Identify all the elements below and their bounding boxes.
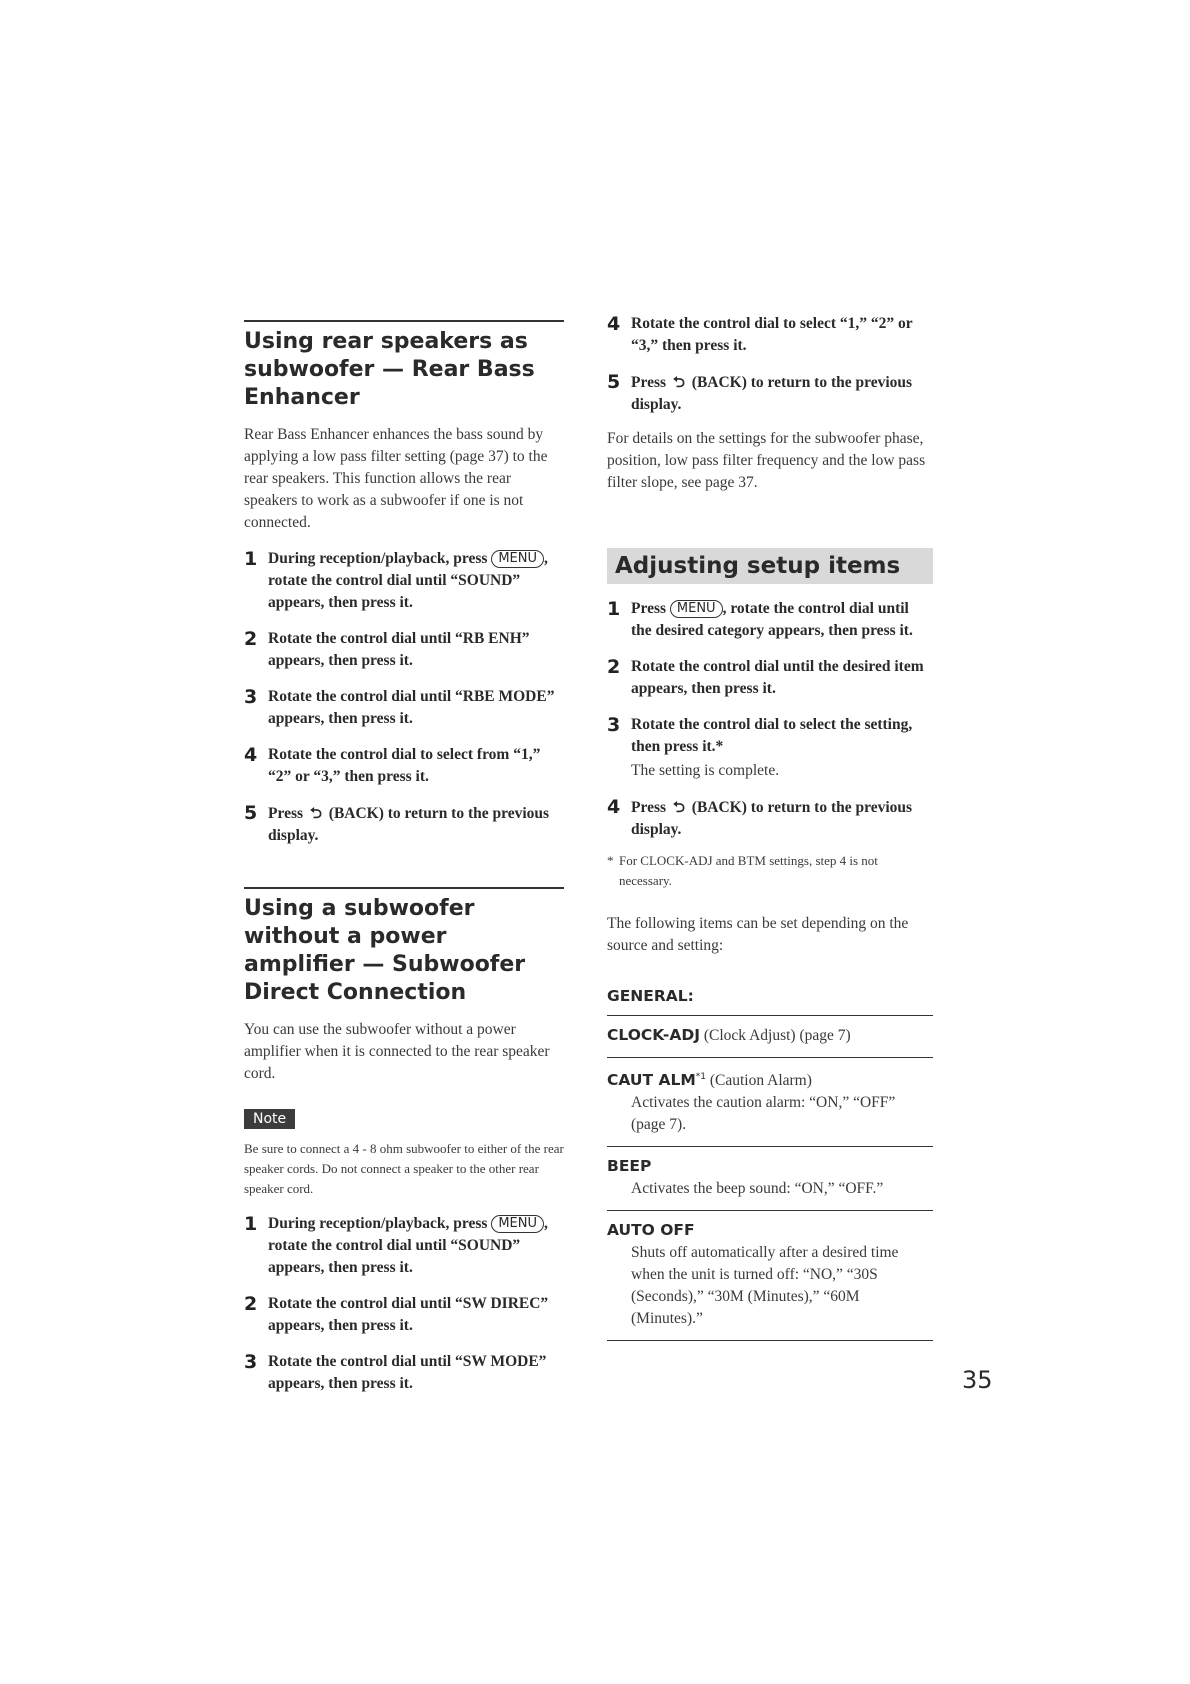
section-body: You can use the subwoofer without a power amplifier when it is connected to the rear speaker cord.	[244, 1021, 550, 1082]
step	[244, 686, 564, 730]
step-number: 2	[244, 1293, 258, 1315]
step-list	[244, 1213, 564, 1395]
step-number: 2	[244, 628, 258, 650]
step-number: 3	[244, 686, 258, 708]
setting-item	[607, 1058, 933, 1147]
step-text-part: , rotate the control dial until the desired category appears, then press it.	[631, 600, 913, 639]
step-text-part: Rotate the control dial until “RBE MODE” appears, then press it.	[268, 688, 555, 727]
note-badge: Note	[244, 1109, 295, 1129]
setting-footnote-ref: *1	[695, 1072, 706, 1082]
step-text	[631, 371, 933, 416]
step	[244, 1293, 564, 1337]
setting-description: Shuts off automatically after a desired time when the unit is turned off: “NO,” “30S (Seconds),” “30M (Minutes),” “60M (Minutes).”	[631, 1244, 899, 1328]
step-text-part: , rotate the control dial until “SOUND” appears, then press it.	[268, 550, 548, 611]
step-text	[268, 628, 564, 672]
step-text	[268, 548, 564, 614]
setting-item	[607, 1211, 933, 1341]
category-heading: GENERAL:	[607, 987, 933, 1016]
menu-button-icon: MENU	[670, 600, 723, 618]
step-list	[244, 548, 564, 847]
step	[244, 802, 564, 847]
menu-button-icon: MENU	[491, 550, 544, 568]
rear-bass-section	[244, 320, 564, 847]
step-text	[268, 744, 564, 788]
step	[607, 796, 933, 841]
step-list	[607, 598, 933, 841]
setting-head	[607, 1024, 933, 1047]
step-text	[268, 802, 564, 847]
step	[607, 313, 933, 357]
section-title: Using a subwoofer without a power amplifier — Subwoofer Direct Connection	[244, 887, 564, 1007]
step-number: 1	[244, 1213, 258, 1235]
step-number: 2	[607, 656, 621, 678]
step	[607, 598, 933, 642]
step-text-part: During reception/playback, press	[268, 550, 488, 567]
step	[244, 548, 564, 614]
section-body: Rear Bass Enhancer enhances the bass sound by applying a low pass filter setting (page 37) to the rear speakers. This function allows the rear speakers to work as a subwoofer if one is not connected.	[244, 426, 548, 531]
step-text-part: Rotate the control dial until “RB ENH” appears, then press it.	[268, 630, 530, 669]
setting-description: Activates the beep sound: “ON,” “OFF.”	[631, 1180, 884, 1198]
step-text-part: (BACK) to return to the previous display.	[268, 805, 550, 844]
step-text	[631, 796, 933, 841]
step	[607, 656, 933, 700]
step-number: 4	[244, 744, 258, 766]
step-text	[268, 686, 564, 730]
left-column	[244, 320, 564, 1409]
step-text-part: Press	[631, 799, 667, 816]
step-number: 5	[607, 371, 621, 393]
footnote	[607, 851, 933, 891]
settings-list	[607, 987, 933, 1341]
section-banner: Adjusting setup items	[607, 548, 933, 584]
step	[244, 628, 564, 672]
setting-detail: (Caution Alarm)	[705, 1072, 812, 1090]
step-text-part: Press	[631, 600, 667, 617]
step-text-part: Rotate the control dial until “SW DIREC” appears, then press it.	[268, 1295, 549, 1334]
setting-name: AUTO OFF	[607, 1221, 695, 1240]
step-text-part: Rotate the control dial to select the setting, then press it.*	[631, 716, 913, 755]
step-text	[268, 1351, 564, 1395]
setting-name: CLOCK-ADJ	[607, 1026, 700, 1044]
back-icon: ⮌	[672, 798, 685, 816]
step-text	[268, 1293, 564, 1337]
step-text	[631, 714, 933, 782]
step-text	[631, 313, 933, 357]
step-text-part: Rotate the control dial to select from “1,” “2” or “3,” then press it.	[268, 746, 541, 785]
right-column	[607, 313, 933, 1341]
step-text	[631, 656, 933, 700]
step-text	[268, 1213, 564, 1279]
step-text-part: (BACK) to return to the previous display.	[631, 374, 913, 413]
setting-description: Activates the caution alarm: “ON,” “OFF” (page 7).	[631, 1094, 896, 1134]
settings-items	[607, 1016, 933, 1341]
setting-head	[607, 1219, 933, 1242]
footnote-text: For CLOCK-ADJ and BTM settings, step 4 is not necessary.	[619, 853, 878, 888]
setting-head	[607, 1066, 933, 1092]
setting-item	[607, 1147, 933, 1211]
setting-head	[607, 1155, 933, 1178]
step-number: 1	[607, 598, 621, 620]
step-text-part: Rotate the control dial to select “1,” “2” or “3,” then press it.	[631, 315, 913, 354]
subwoofer-direct-section	[244, 887, 564, 1395]
setup-intro: The following items can be set depending on the source and setting:	[607, 915, 909, 954]
step-text-part: During reception/playback, press	[268, 1215, 488, 1232]
step-number: 4	[607, 313, 621, 335]
step-number: 1	[244, 548, 258, 570]
setting-name: CAUT ALM	[607, 1071, 696, 1090]
step-number: 4	[607, 796, 621, 818]
step	[607, 714, 933, 782]
step	[244, 1351, 564, 1395]
step-text-part: Press	[631, 374, 667, 391]
step-result: The setting is complete.	[631, 762, 780, 779]
menu-button-icon: MENU	[491, 1215, 544, 1233]
section-title: Using rear speakers as subwoofer — Rear Bass Enhancer	[244, 320, 564, 412]
step-text-part: (BACK) to return to the previous display.	[631, 799, 913, 838]
step-text-part: Press	[268, 805, 304, 822]
setup-section	[607, 548, 933, 1341]
step-number: 3	[244, 1351, 258, 1373]
setting-name: BEEP	[607, 1157, 652, 1176]
step-text-part: , rotate the control dial until “SOUND” appears, then press it.	[268, 1215, 548, 1276]
back-icon: ⮌	[309, 804, 322, 822]
footnote-mark: *	[607, 853, 614, 868]
step	[244, 1213, 564, 1279]
step-number: 5	[244, 802, 258, 824]
setting-item	[607, 1016, 933, 1058]
setting-detail: (Clock Adjust) (page 7)	[699, 1027, 851, 1044]
step-text-part: Rotate the control dial until “SW MODE” appears, then press it.	[268, 1353, 547, 1392]
note-text: Be sure to connect a 4 - 8 ohm subwoofer to either of the rear speaker cords. Do not connect a speaker to the other rear speaker cord.	[244, 1141, 564, 1196]
step-text-part: Rotate the control dial until the desired item appears, then press it.	[631, 658, 924, 697]
step-number: 3	[607, 714, 621, 736]
step-list	[607, 313, 933, 416]
page-number: 35	[962, 1366, 993, 1394]
step-text	[631, 598, 933, 642]
back-icon: ⮌	[672, 373, 685, 391]
step	[244, 744, 564, 788]
section-body: For details on the settings for the subwoofer phase, position, low pass filter frequency and the low pass filter slope, see page 37.	[607, 430, 926, 491]
step	[607, 371, 933, 416]
